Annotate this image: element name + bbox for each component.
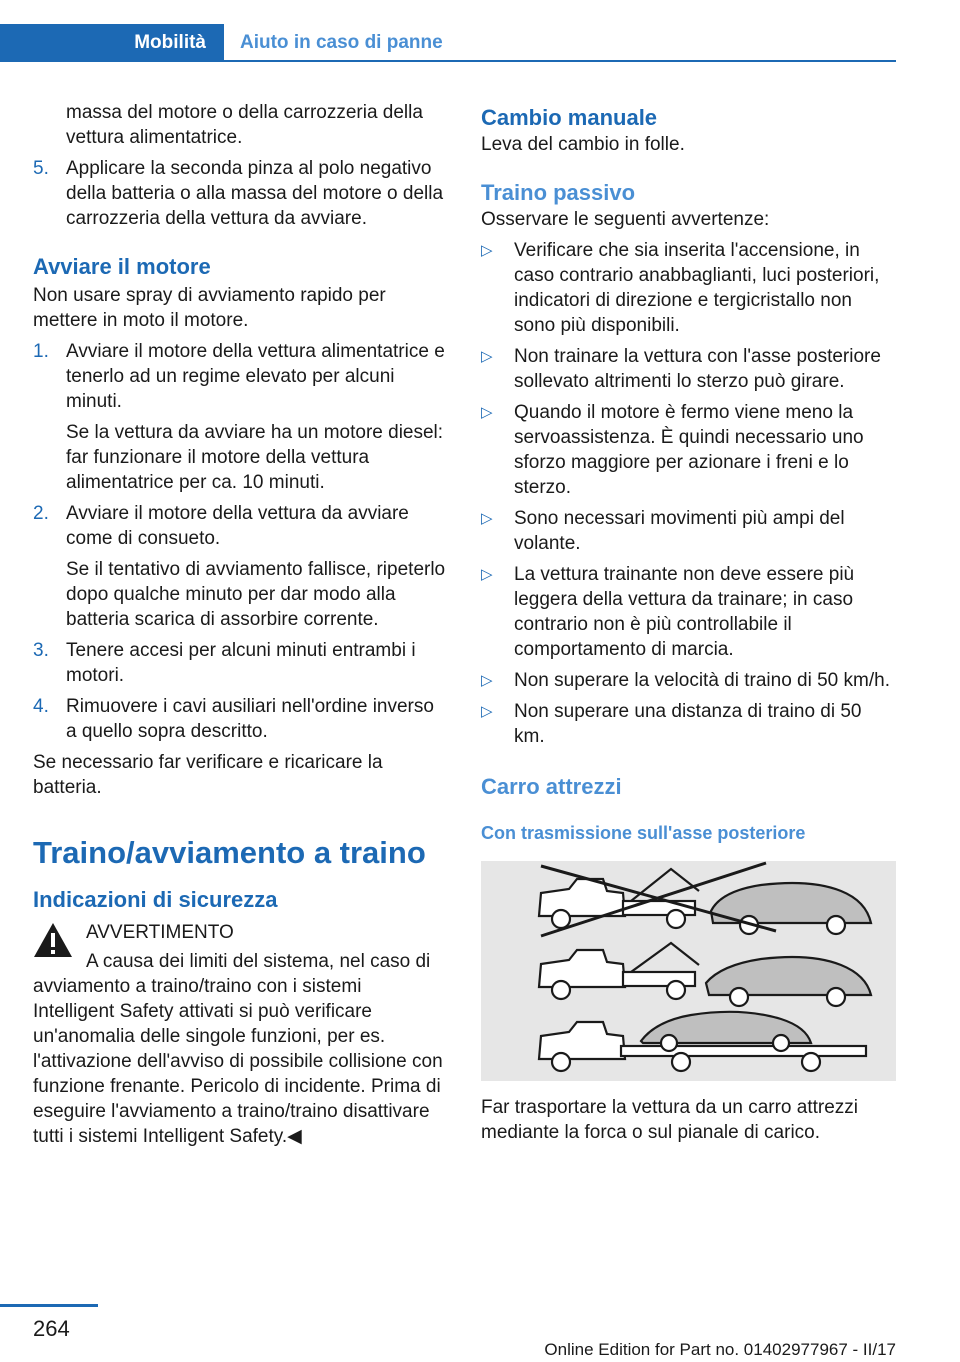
paragraph: Far trasportare la vettura da un carro attrezzi mediante la forca o sul pianale di carico. xyxy=(481,1097,858,1143)
step-text: Applicare la seconda pinza al polo negativo della batteria o alla massa del motore o della carrozzeria della vettura da avviare. xyxy=(66,158,444,229)
step-number: 5. xyxy=(33,158,49,179)
chapter-tab: Aiuto in caso di panne xyxy=(240,32,443,53)
bullet-icon: ▷ xyxy=(481,404,493,421)
list-item xyxy=(481,668,896,693)
bullet-icon: ▷ xyxy=(481,672,493,689)
bullet-text: La vettura trainante non deve essere più leggera della vettura da trainare; in caso contrario non è più controllabile il comportamento di marcia. xyxy=(514,564,855,660)
section-heading: Avviare il motore xyxy=(33,254,211,279)
bullet-icon: ▷ xyxy=(481,510,493,527)
step-text: Avviare il motore della vettura da avviare come di consueto. xyxy=(66,503,409,549)
edition-text: Online Edition for Part no. 01402977967 - II/17 xyxy=(544,1340,896,1359)
section-tab: Mobilità xyxy=(0,24,224,62)
list-item xyxy=(33,638,447,688)
page-header xyxy=(0,0,896,62)
bullet-text: Verificare che sia inserita l'accensione, in caso contrario anabbaglianti, luci posteriori, indicatori di direzione e tergicristallo non sono più disponibili. xyxy=(514,240,880,336)
section-heading: Indicazioni di sicurezza xyxy=(33,887,278,912)
list-item xyxy=(481,238,896,338)
step-continuation: massa del motore o della carrozzeria della vettura alimentatrice. xyxy=(66,102,423,148)
section-heading: Cambio manuale xyxy=(481,105,658,130)
step-text: Tenere accesi per alcuni minuti entrambi i motori. xyxy=(66,640,416,686)
paragraph: Non usare spray di avviamento rapido per mettere in moto il motore. xyxy=(33,285,386,331)
right-column xyxy=(481,100,896,1145)
step-note: Se la vettura da avviare ha un motore diesel: far funzionare il motore della vettura alimentatrice per ca. 10 minuti. xyxy=(66,422,444,493)
step-number: 4. xyxy=(33,696,49,717)
section-heading: Traino passivo xyxy=(481,180,636,205)
warning-icon xyxy=(33,922,73,958)
tow-truck-icon xyxy=(481,861,896,1081)
list-item xyxy=(481,562,896,662)
list-item xyxy=(481,699,896,749)
step-number: 1. xyxy=(33,341,49,362)
list-item xyxy=(481,344,896,394)
section-heading: Carro attrezzi xyxy=(481,774,622,799)
paragraph: Osservare le seguenti avvertenze: xyxy=(481,209,770,230)
bullet-icon: ▷ xyxy=(481,703,493,720)
bullet-icon: ▷ xyxy=(481,242,493,259)
warning-box xyxy=(33,920,447,1149)
paragraph: Se necessario far verificare e ricaricare la batteria. xyxy=(33,752,383,798)
step-number: 3. xyxy=(33,640,49,661)
step-note: Se il tentativo di avviamento fallisce, ripeterlo dopo qualche minuto per dar modo alla batteria scarica di assorbire corrente. xyxy=(66,559,446,630)
subsection-heading: Con trasmissione sull'asse posteriore xyxy=(481,823,806,843)
list-item xyxy=(33,156,447,231)
bullet-text: Non superare una distanza di traino di 50 km. xyxy=(514,701,862,747)
list-item xyxy=(481,400,896,500)
page-number: 264 xyxy=(33,1316,70,1341)
footer-rule xyxy=(0,1304,98,1307)
bullet-icon: ▷ xyxy=(481,348,493,365)
header-rule xyxy=(224,60,896,62)
step-number: 2. xyxy=(33,503,49,524)
list-item xyxy=(481,506,896,556)
list-item xyxy=(33,694,447,744)
bullet-text: Sono necessari movimenti più ampi del volante. xyxy=(514,508,845,554)
left-column xyxy=(33,100,447,1149)
bullet-text: Non trainare la vettura con l'asse posteriore sollevato altrimenti lo sterzo può girare. xyxy=(514,346,881,392)
chapter-heading: Traino/avviamento a traino xyxy=(33,835,426,870)
step-text: Avviare il motore della vettura alimentatrice e tenerlo ad un regime elevato per alcuni minuti. xyxy=(66,341,445,412)
bullet-text: Non superare la velocità di traino di 50 km/h. xyxy=(514,670,890,691)
warning-text: A causa dei limiti del sistema, nel caso di avviamento a traino/traino con i sistemi Intelligent Safety attivati si può verificare un'anomalia delle singole funzioni, per es. l'attivazione dell'avviso di possibile collisione con funzione frenante. Pericolo di incidente. Prima di eseguire l'avviamento a traino/traino disattivare tutti i sistemi Intelligent Safety.◀ xyxy=(33,951,443,1147)
step-text: Rimuovere i cavi ausiliari nell'ordine inverso a quello sopra descritto. xyxy=(66,696,434,742)
warning-title: AVVERTIMENTO xyxy=(86,922,234,943)
bullet-text: Quando il motore è fermo viene meno la servoassistenza. È quindi necessario uno sforzo maggiore per azionare i freni e lo sterzo. xyxy=(514,402,864,498)
list-item xyxy=(33,501,447,632)
bullet-icon: ▷ xyxy=(481,566,493,583)
paragraph: Leva del cambio in folle. xyxy=(481,134,685,155)
towing-illustration xyxy=(481,861,896,1081)
list-item xyxy=(33,339,447,495)
